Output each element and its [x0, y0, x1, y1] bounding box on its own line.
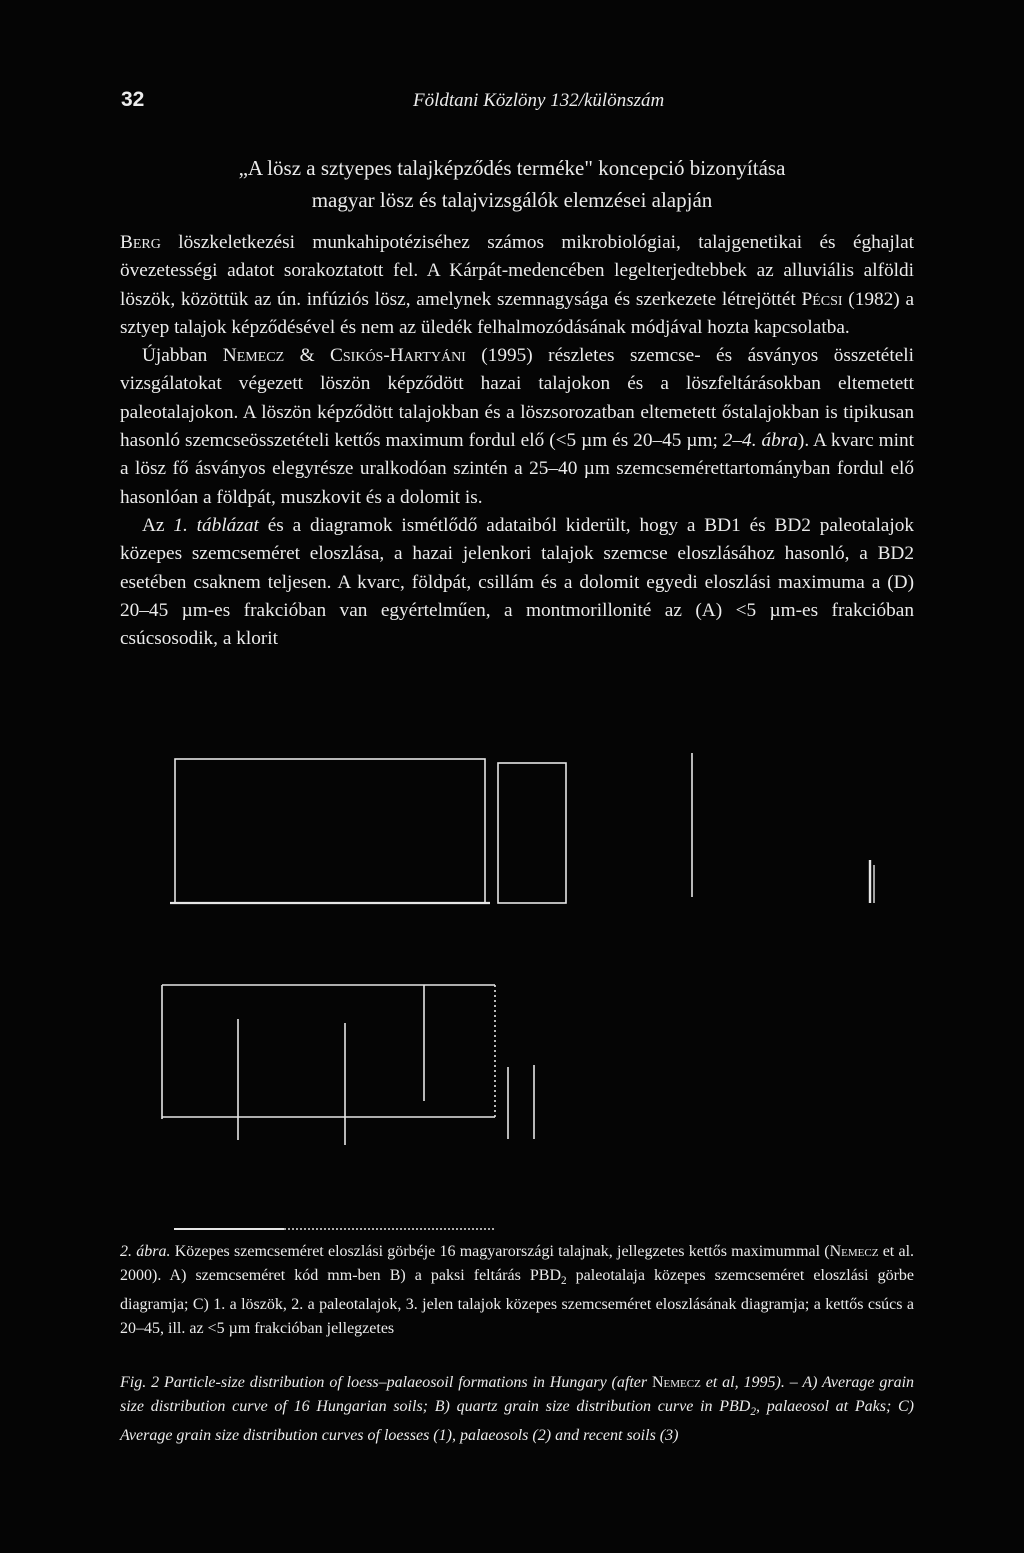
paragraph-3-text-a: Az: [142, 514, 174, 536]
caption-en-subscript: 2: [750, 1405, 756, 1418]
paragraph-2-text-a: Újabban: [142, 345, 223, 367]
caption-en-text-a: Fig. 2 Particle-size distribution of loess–palaeosoil formations in Hungary (after: [120, 1374, 652, 1391]
paragraph-1: [120, 229, 914, 342]
caption-en-text-c: , palaeosol at Paks; C) Average grain size distribution curves of loesses (1), palaeosols (2) and recent soils (3): [120, 1397, 915, 1445]
author-berg: Berg: [120, 232, 161, 253]
paragraph-1-text-a: löszkeletkezési munkahipotéziséhez számos mikrobiológiai, talajgenetikai és éghajlat övezetességi adatot sorakoztatott fel. A Kárpát-medencében legelterjedtebbek az alluviális alföldi löszök, közöttük az ún. infúziós lösz, amelynek szemnagysága és szerkezete létrejöttét: [120, 232, 914, 310]
section-heading: [110, 152, 914, 216]
paragraph-2-text-d: ). A kvarc mint a lösz fő ásványos elegyrésze uralkodóan szintén a 25–40 µm szemcsemérettartományban fordul elő hasonlóan a földpát, muszkovit és a dolomit is.: [120, 430, 914, 508]
body-text: [120, 229, 914, 653]
caption-label: 2. ábra.: [120, 1243, 171, 1260]
caption-hu-text-c: paleotalaja közepes szemcseméret eloszlási görbe diagramja; C) 1. a löszök, 2. a paleotalajok, 3. jelen talajok közepes szemcseméret eloszlásának diagramja; a kettős csúcs a 20–45, ill. az <5 µm frakcióban jellegzetes: [120, 1266, 914, 1337]
caption-hu-subscript: 2: [561, 1274, 567, 1287]
figure-2-graphic: [160, 745, 880, 1245]
paragraph-1-text-b: (1982) a sztyep talajok képződésével és nem az üledék felhalmozódásának módjával hozta kapcsolatba.: [120, 288, 915, 338]
caption-author: Nemecz: [829, 1243, 879, 1260]
page-number: 32: [121, 88, 145, 111]
author-csikos-hartyani: Csikós-Hartyáni: [330, 345, 466, 367]
paragraph-3: [120, 512, 914, 653]
heading-line-2: magyar lösz és talajvizsgálók elemzései alapján: [311, 188, 713, 212]
caption-hu-text-a: Közepes szemcseméret eloszlási görbéje 16 magyarországi talajnak, jellegzetes kettős maximummal (: [170, 1243, 830, 1260]
paragraph-3-text-b: és a diagramok ismétlődő adataiból kiderült, hogy a BD1 és BD2 paleotalajok közepes szemcseméret eloszlása, a hazai jelenkori talajok szemcse eloszlásához hasonló, a BD2 esetében csaknem teljesen. A kvarc, földpát, csillám és a dolomit egyedi eloszlási maximuma a (D) 20–45 µm-es frakcióban van egyértelműen, a montmorillonité az (A) <5 µm-es frakcióban csúcsosodik, a klorit: [120, 514, 915, 650]
author-pecsi: Pécsi: [801, 288, 843, 310]
panel-a-frame: [175, 759, 485, 903]
author-nemecz: Nemecz: [222, 345, 285, 367]
paragraph-2-text-c: (1995) részletes szemcse- és ásványos összetételi vizsgálatokat végezett löszön képződött hazai talajokon és a löszfeltárásokban eltemetett paleotalajokon. A löszön képződött talajokban és a löszsorozatban eltemetett őstalajokban is tipikusan hasonló szemcseösszetételi kettős maximum fordul elő (<5 µm és 20–45 µm;: [120, 345, 914, 452]
caption-english: [120, 1371, 914, 1448]
heading-line-1: „A lösz a sztyepes talajképződés terméke" koncepció bizonyítása: [238, 156, 786, 180]
caption-hungarian: [120, 1240, 914, 1341]
caption-en-author: Nemecz: [652, 1374, 701, 1391]
panel-b-frame: [498, 763, 566, 903]
paragraph-2: [120, 342, 914, 512]
caption-en-text-b: et al, 1995). – A) Average grain size distribution curve of 16 Hungarian soils; B) quartz grain size distribution curve in PBD: [120, 1374, 915, 1415]
table-reference: 1. táblázat: [173, 514, 259, 536]
paragraph-2-text-b: &: [284, 345, 331, 367]
figure-reference: 2–4. ábra: [722, 430, 798, 452]
journal-title: Földtani Közlöny 132/különszám: [413, 90, 665, 111]
caption-hu-text-b: et al. 2000). A) szemcseméret kód mm-ben B) a paksi feltárás PBD: [120, 1243, 915, 1284]
